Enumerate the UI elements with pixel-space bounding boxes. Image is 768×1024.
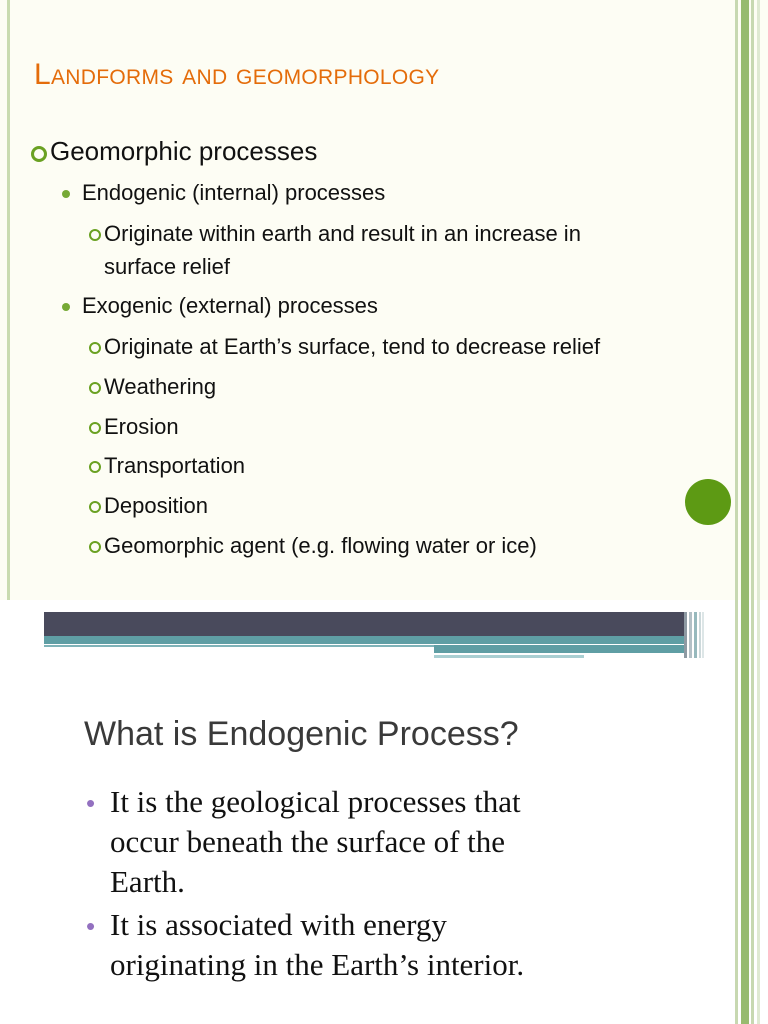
bullet-text-line: originating in the Earth’s interior. xyxy=(110,947,525,982)
question-title: What is Endogenic Process? xyxy=(84,715,519,753)
endogenic-label: Endogenic (internal) processes xyxy=(82,180,386,205)
bullet-icon: • xyxy=(86,911,96,941)
exogenic-label: Exogenic (external) processes xyxy=(82,293,378,318)
right-border-stripe xyxy=(741,0,749,1024)
exogenic-item: Weathering xyxy=(104,374,217,399)
slide-title: Landforms and geomorphology xyxy=(34,58,440,91)
hollow-circle-bullet-icon xyxy=(89,229,101,241)
exogenic-item: Erosion xyxy=(104,414,179,439)
exogenic-item: Originate at Earth’s surface, tend to decrease relief xyxy=(104,334,601,359)
hollow-circle-bullet-icon xyxy=(31,146,47,162)
hollow-circle-bullet-icon xyxy=(89,501,101,513)
slide-left-border xyxy=(7,0,10,600)
hollow-circle-bullet-icon xyxy=(89,422,101,434)
exogenic-item: Deposition xyxy=(104,493,208,518)
hollow-circle-bullet-icon xyxy=(89,541,101,553)
hollow-circle-bullet-icon xyxy=(89,382,101,394)
bullet-text-line: It is associated with energy xyxy=(110,907,447,942)
endogenic-detail-line1: Originate within earth and result in an increase in xyxy=(104,221,581,246)
exogenic-item: Transportation xyxy=(104,453,246,478)
bullet-icon: • xyxy=(86,788,96,818)
right-border-stripe xyxy=(735,0,738,1024)
right-border-stripe xyxy=(757,0,760,1024)
bullet-text-line: It is the geological processes that xyxy=(110,784,521,819)
dot-bullet-icon xyxy=(62,190,70,198)
exogenic-item: Geomorphic agent (e.g. flowing water or ice) xyxy=(104,533,537,558)
green-circle-decoration xyxy=(685,479,731,525)
right-border-stripe xyxy=(751,0,754,1024)
hollow-circle-bullet-icon xyxy=(89,342,101,354)
bullet-text-line: Earth. xyxy=(110,864,185,899)
dot-bullet-icon xyxy=(62,303,70,311)
endogenic-detail-line2: surface relief xyxy=(104,254,230,279)
heading-geomorphic-processes: Geomorphic processes xyxy=(50,136,318,166)
hollow-circle-bullet-icon xyxy=(89,461,101,473)
bullet-text-line: occur beneath the surface of the xyxy=(110,824,506,859)
